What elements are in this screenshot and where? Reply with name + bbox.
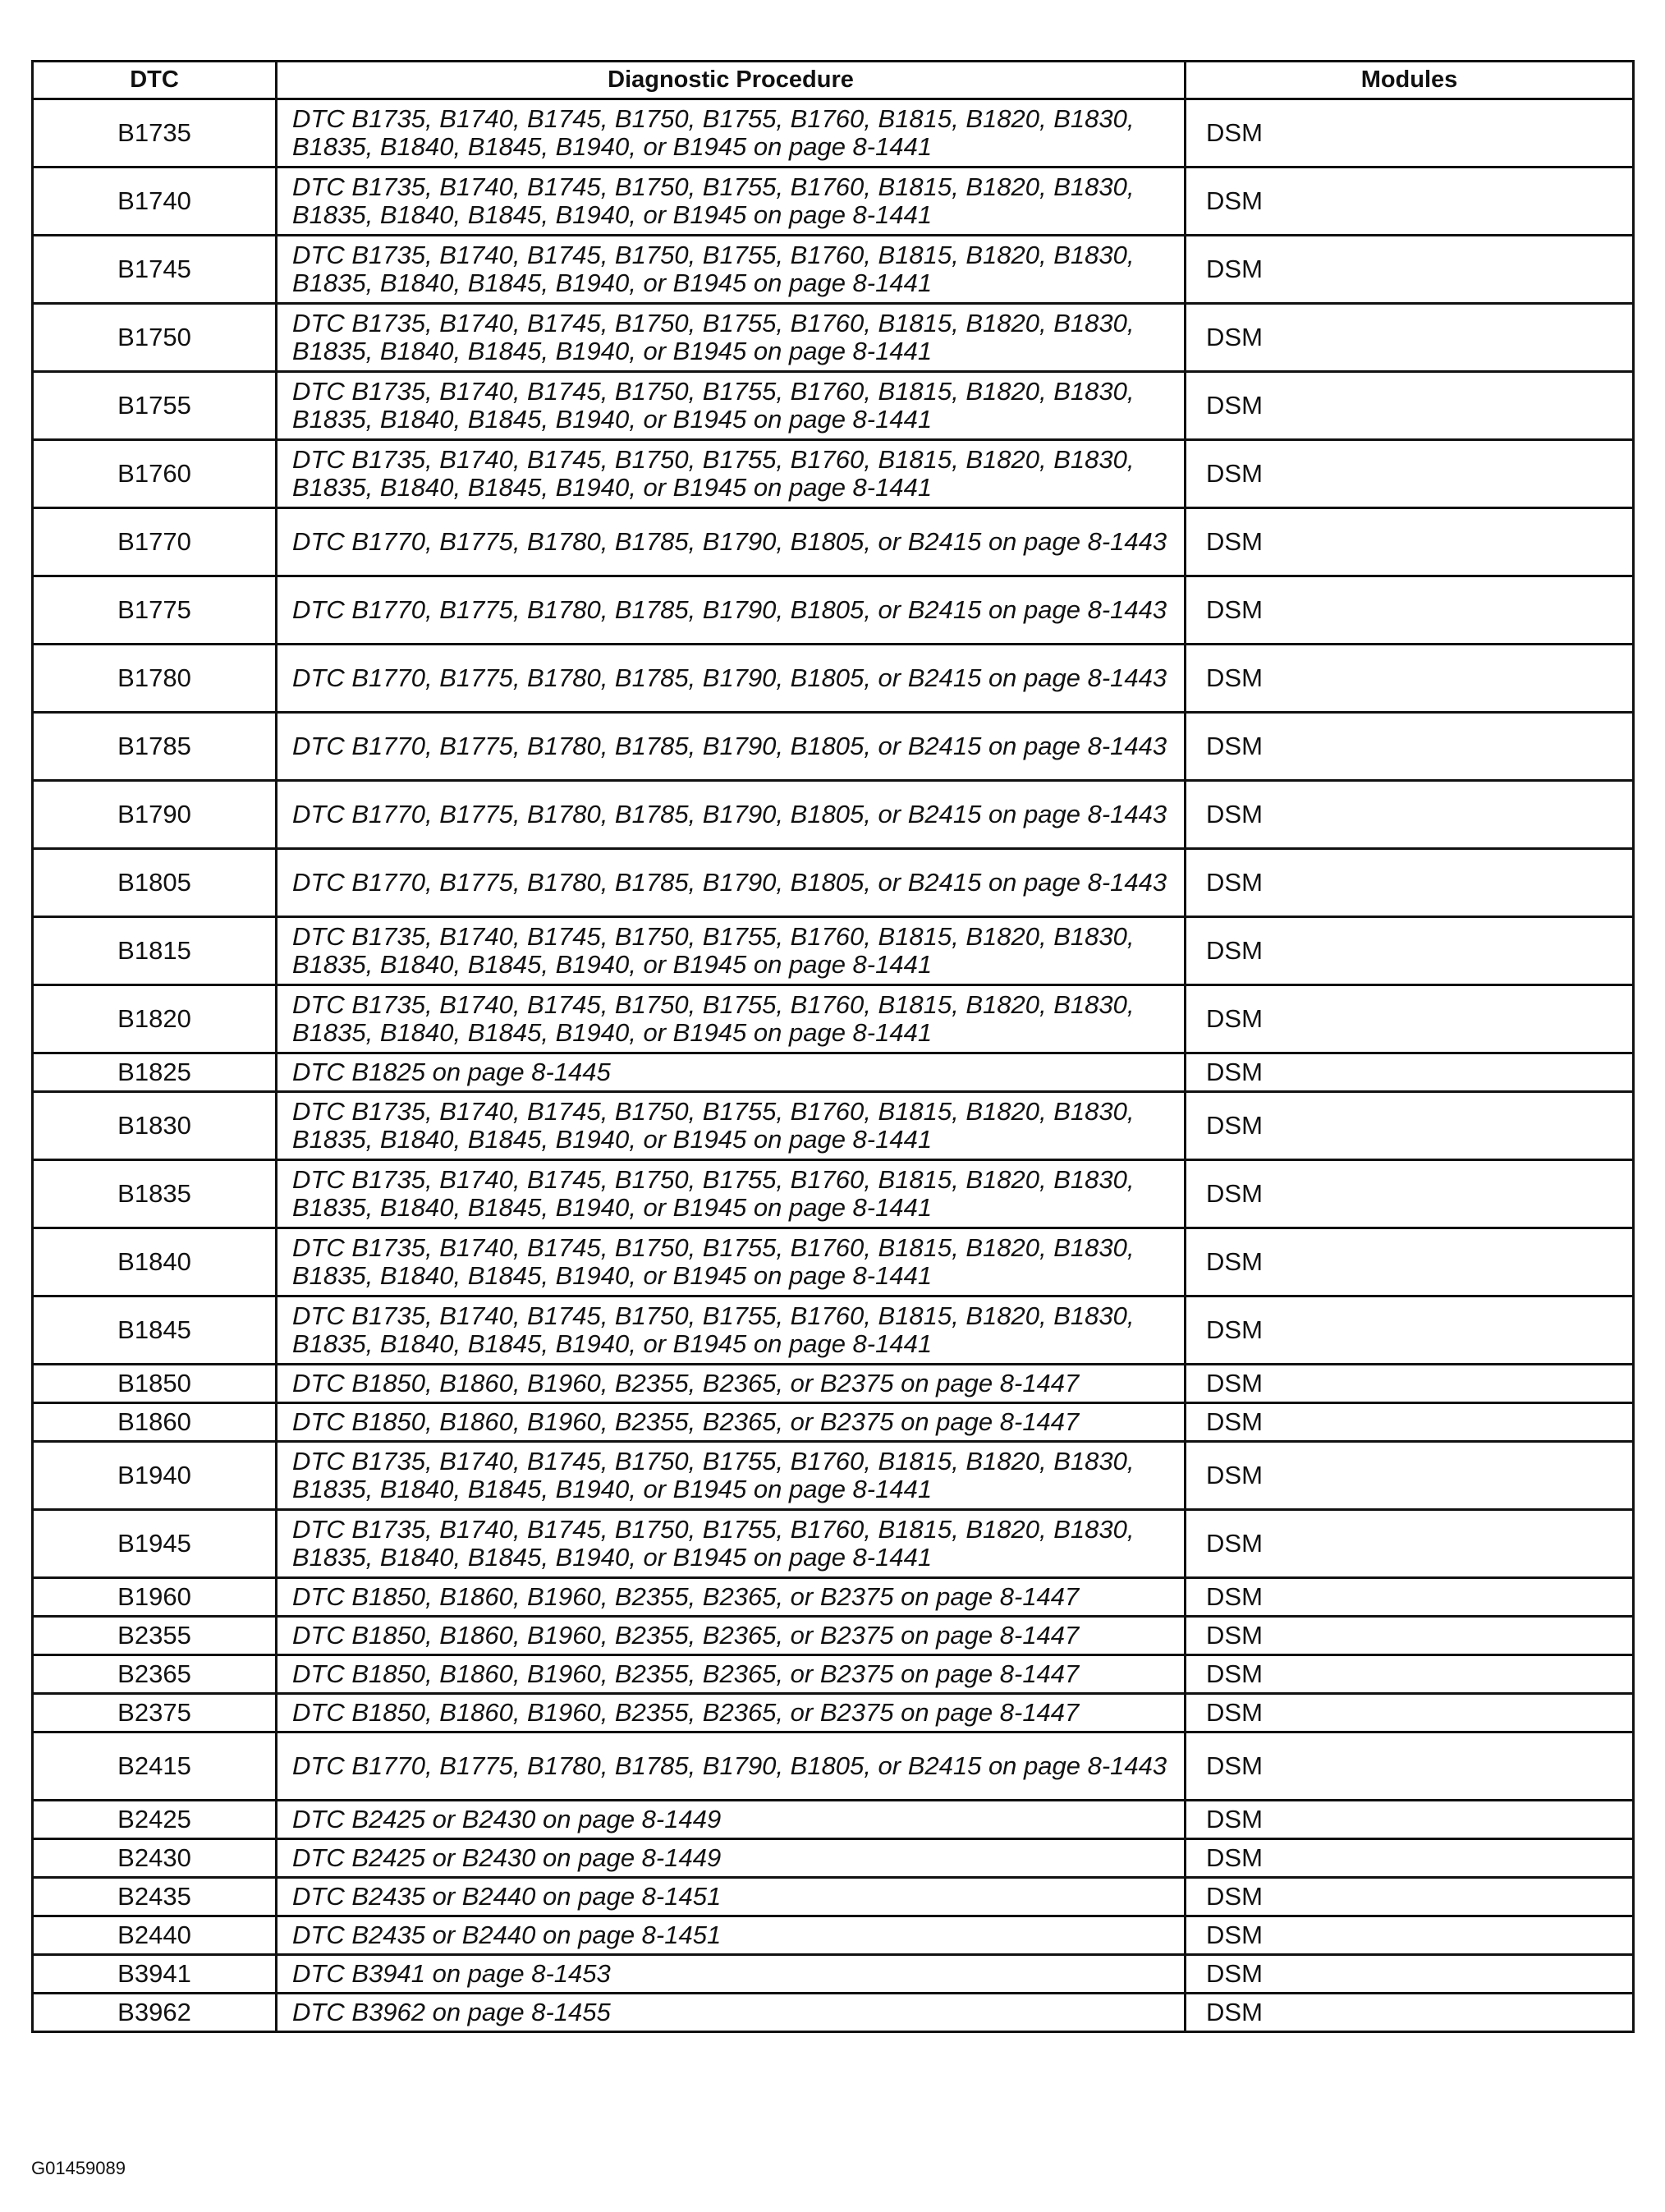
module-name: DSM [1186,1228,1634,1296]
diagnostic-procedure: DTC B1735, B1740, B1745, B1750, B1755, B1760, B1815, B1820, B1830, B1835, B1840, B1845, B1940, or B1945 on page 8-1441 [277,1442,1186,1510]
diagnostic-procedure: DTC B1735, B1740, B1745, B1750, B1755, B1760, B1815, B1820, B1830, B1835, B1840, B1845, B1940, or B1945 on page 8-1441 [277,304,1186,372]
dtc-code: B2355 [33,1617,277,1655]
diagnostic-procedure: DTC B1735, B1740, B1745, B1750, B1755, B1760, B1815, B1820, B1830, B1835, B1840, B1845, B1940, or B1945 on page 8-1441 [277,1510,1186,1578]
table-row [33,1578,1634,1617]
dtc-code: B1835 [33,1160,277,1228]
module-name: DSM [1186,440,1634,508]
dtc-code: B1785 [33,713,277,781]
table-row [33,236,1634,304]
dtc-code: B2375 [33,1694,277,1732]
table-row [33,985,1634,1053]
dtc-code: B1960 [33,1578,277,1617]
header-procedure: Diagnostic Procedure [277,62,1186,99]
dtc-code: B1845 [33,1296,277,1365]
dtc-code: B2435 [33,1878,277,1916]
dtc-table [31,60,1635,2033]
header-dtc: DTC [33,62,277,99]
diagnostic-procedure: DTC B1735, B1740, B1745, B1750, B1755, B1760, B1815, B1820, B1830, B1835, B1840, B1845, B1940, or B1945 on page 8-1441 [277,1092,1186,1160]
dtc-code: B1805 [33,849,277,917]
table-row [33,1801,1634,1839]
diagnostic-procedure: DTC B1850, B1860, B1960, B2355, B2365, or B2375 on page 8-1447 [277,1403,1186,1442]
dtc-code: B1850 [33,1365,277,1403]
table-row [33,1510,1634,1578]
table-row [33,372,1634,440]
diagnostic-procedure: DTC B1735, B1740, B1745, B1750, B1755, B1760, B1815, B1820, B1830, B1835, B1840, B1845, B1940, or B1945 on page 8-1441 [277,99,1186,168]
table-row [33,1403,1634,1442]
module-name: DSM [1186,1578,1634,1617]
module-name: DSM [1186,1694,1634,1732]
dtc-code: B1820 [33,985,277,1053]
diagnostic-procedure: DTC B1770, B1775, B1780, B1785, B1790, B1805, or B2415 on page 8-1443 [277,781,1186,849]
dtc-code: B3941 [33,1955,277,1994]
diagnostic-procedure: DTC B1735, B1740, B1745, B1750, B1755, B1760, B1815, B1820, B1830, B1835, B1840, B1845, B1940, or B1945 on page 8-1441 [277,985,1186,1053]
diagnostic-procedure: DTC B3941 on page 8-1453 [277,1955,1186,1994]
diagnostic-procedure: DTC B1770, B1775, B1780, B1785, B1790, B1805, or B2415 on page 8-1443 [277,1732,1186,1801]
table-row [33,1655,1634,1694]
table-row [33,645,1634,713]
table-row [33,1955,1634,1994]
table-row [33,713,1634,781]
module-name: DSM [1186,713,1634,781]
dtc-code: B1815 [33,917,277,985]
diagnostic-procedure: DTC B1770, B1775, B1780, B1785, B1790, B1805, or B2415 on page 8-1443 [277,508,1186,576]
module-name: DSM [1186,1092,1634,1160]
diagnostic-procedure: DTC B1770, B1775, B1780, B1785, B1790, B1805, or B2415 on page 8-1443 [277,645,1186,713]
diagnostic-procedure: DTC B1735, B1740, B1745, B1750, B1755, B1760, B1815, B1820, B1830, B1835, B1840, B1845, B1940, or B1945 on page 8-1441 [277,236,1186,304]
module-name: DSM [1186,1296,1634,1365]
diagnostic-procedure: DTC B1735, B1740, B1745, B1750, B1755, B1760, B1815, B1820, B1830, B1835, B1840, B1845, B1940, or B1945 on page 8-1441 [277,440,1186,508]
table-row [33,781,1634,849]
table-row [33,1839,1634,1878]
module-name: DSM [1186,1160,1634,1228]
dtc-code: B1760 [33,440,277,508]
figure-code: G01459089 [31,2158,126,2178]
table-row [33,440,1634,508]
module-name: DSM [1186,508,1634,576]
dtc-code: B2430 [33,1839,277,1878]
table-row [33,1053,1634,1092]
module-name: DSM [1186,1916,1634,1955]
diagnostic-procedure: DTC B1850, B1860, B1960, B2355, B2365, or B2375 on page 8-1447 [277,1694,1186,1732]
table-row [33,1228,1634,1296]
module-name: DSM [1186,1732,1634,1801]
dtc-code: B3962 [33,1994,277,2032]
module-name: DSM [1186,1403,1634,1442]
diagnostic-procedure: DTC B1850, B1860, B1960, B2355, B2365, or B2375 on page 8-1447 [277,1617,1186,1655]
module-name: DSM [1186,1839,1634,1878]
module-name: DSM [1186,236,1634,304]
diagnostic-procedure: DTC B1735, B1740, B1745, B1750, B1755, B1760, B1815, B1820, B1830, B1835, B1840, B1845, B1940, or B1945 on page 8-1441 [277,1228,1186,1296]
table-body [33,99,1634,2032]
module-name: DSM [1186,168,1634,236]
diagnostic-procedure: DTC B2425 or B2430 on page 8-1449 [277,1801,1186,1839]
table-row [33,304,1634,372]
diagnostic-procedure: DTC B1850, B1860, B1960, B2355, B2365, or B2375 on page 8-1447 [277,1655,1186,1694]
table-row [33,1160,1634,1228]
table-row [33,1732,1634,1801]
diagnostic-procedure: DTC B2425 or B2430 on page 8-1449 [277,1839,1186,1878]
dtc-code: B1755 [33,372,277,440]
table-row [33,1296,1634,1365]
table-row [33,1878,1634,1916]
diagnostic-procedure: DTC B1735, B1740, B1745, B1750, B1755, B1760, B1815, B1820, B1830, B1835, B1840, B1845, B1940, or B1945 on page 8-1441 [277,1160,1186,1228]
diagnostic-procedure: DTC B1850, B1860, B1960, B2355, B2365, or B2375 on page 8-1447 [277,1365,1186,1403]
header-row [33,62,1634,99]
module-name: DSM [1186,1801,1634,1839]
dtc-code: B1945 [33,1510,277,1578]
table-row [33,917,1634,985]
diagnostic-procedure: DTC B3962 on page 8-1455 [277,1994,1186,2032]
diagnostic-procedure: DTC B1735, B1740, B1745, B1750, B1755, B1760, B1815, B1820, B1830, B1835, B1840, B1845, B1940, or B1945 on page 8-1441 [277,1296,1186,1365]
dtc-code: B1735 [33,99,277,168]
diagnostic-procedure: DTC B1735, B1740, B1745, B1750, B1755, B1760, B1815, B1820, B1830, B1835, B1840, B1845, B1940, or B1945 on page 8-1441 [277,168,1186,236]
table-row [33,168,1634,236]
table-row [33,849,1634,917]
dtc-code: B1775 [33,576,277,645]
module-name: DSM [1186,1655,1634,1694]
module-name: DSM [1186,372,1634,440]
table-row [33,508,1634,576]
module-name: DSM [1186,645,1634,713]
diagnostic-procedure: DTC B1825 on page 8-1445 [277,1053,1186,1092]
diagnostic-procedure: DTC B2435 or B2440 on page 8-1451 [277,1878,1186,1916]
diagnostic-procedure: DTC B1735, B1740, B1745, B1750, B1755, B1760, B1815, B1820, B1830, B1835, B1840, B1845, B1940, or B1945 on page 8-1441 [277,372,1186,440]
module-name: DSM [1186,99,1634,168]
dtc-code: B1740 [33,168,277,236]
diagnostic-procedure: DTC B2435 or B2440 on page 8-1451 [277,1916,1186,1955]
module-name: DSM [1186,781,1634,849]
diagnostic-procedure: DTC B1770, B1775, B1780, B1785, B1790, B1805, or B2415 on page 8-1443 [277,849,1186,917]
diagnostic-procedure: DTC B1770, B1775, B1780, B1785, B1790, B1805, or B2415 on page 8-1443 [277,576,1186,645]
dtc-code: B1840 [33,1228,277,1296]
dtc-code: B2440 [33,1916,277,1955]
module-name: DSM [1186,1617,1634,1655]
dtc-code: B2365 [33,1655,277,1694]
diagnostic-procedure: DTC B1770, B1775, B1780, B1785, B1790, B1805, or B2415 on page 8-1443 [277,713,1186,781]
module-name: DSM [1186,304,1634,372]
table-row [33,1442,1634,1510]
dtc-code: B1830 [33,1092,277,1160]
module-name: DSM [1186,1994,1634,2032]
dtc-code: B2425 [33,1801,277,1839]
table-row [33,1617,1634,1655]
table-row [33,1365,1634,1403]
table-row [33,1916,1634,1955]
table-row [33,1994,1634,2032]
module-name: DSM [1186,1365,1634,1403]
module-name: DSM [1186,985,1634,1053]
dtc-code: B1770 [33,508,277,576]
module-name: DSM [1186,917,1634,985]
diagnostic-procedure: DTC B1735, B1740, B1745, B1750, B1755, B1760, B1815, B1820, B1830, B1835, B1840, B1845, B1940, or B1945 on page 8-1441 [277,917,1186,985]
module-name: DSM [1186,1955,1634,1994]
dtc-code: B2415 [33,1732,277,1801]
module-name: DSM [1186,1878,1634,1916]
header-modules: Modules [1186,62,1634,99]
dtc-code: B1825 [33,1053,277,1092]
module-name: DSM [1186,1053,1634,1092]
dtc-code: B1780 [33,645,277,713]
module-name: DSM [1186,1510,1634,1578]
dtc-code: B1860 [33,1403,277,1442]
table-row [33,1694,1634,1732]
table-row [33,576,1634,645]
diagnostic-procedure: DTC B1850, B1860, B1960, B2355, B2365, or B2375 on page 8-1447 [277,1578,1186,1617]
dtc-code: B1940 [33,1442,277,1510]
dtc-code: B1790 [33,781,277,849]
table-row [33,99,1634,168]
module-name: DSM [1186,1442,1634,1510]
module-name: DSM [1186,849,1634,917]
dtc-code: B1750 [33,304,277,372]
table-row [33,1092,1634,1160]
module-name: DSM [1186,576,1634,645]
dtc-code: B1745 [33,236,277,304]
